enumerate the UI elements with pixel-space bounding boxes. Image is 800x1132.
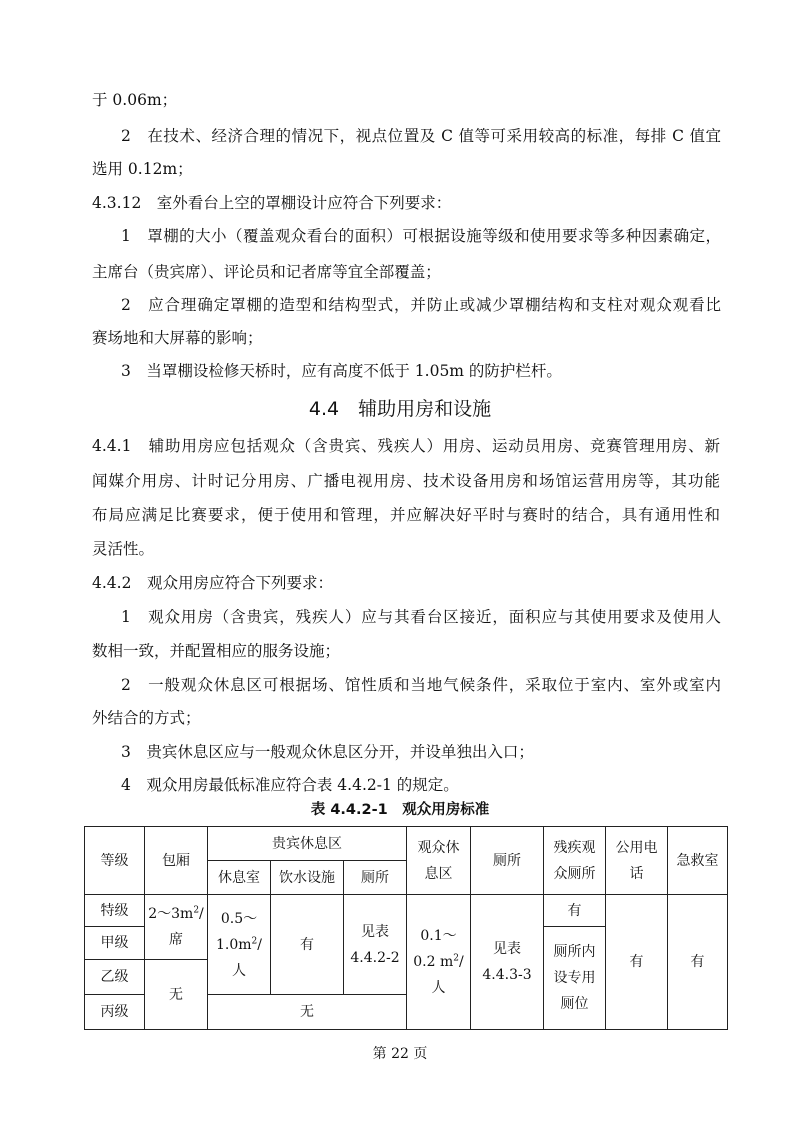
vip-water-cell: 有 xyxy=(271,895,344,995)
text-line: 1 罩棚的大小（覆盖观众看台的面积）可根据设施等级和使用要求等多种因素确定， xyxy=(121,227,721,245)
grade-cell: 丙级 xyxy=(85,995,145,1030)
clause-heading: 4.4.1 辅助用房应包括观众（含贵宾、残疾人）用房、运动员用房、竞赛管理用房、新 xyxy=(92,437,720,455)
audience-rest-cell: 0.1～ 0.2 $m^2/$ 人 xyxy=(407,895,471,1030)
grade-cell: 特级 xyxy=(85,895,145,927)
header-first-aid: 急救室 xyxy=(668,827,728,895)
audience-rooms-table xyxy=(84,826,728,1030)
text-line: 于 0.06m； xyxy=(92,91,178,109)
section-title: 4.4 辅助用房和设施 xyxy=(308,398,492,420)
clause-heading: 4.4.2 观众用房应符合下列要求： xyxy=(92,574,333,592)
header-audience-rest: 观众休 息区 xyxy=(407,827,471,895)
vip-lounge-cell: 0.5～ $1.0m^2/$ 人 xyxy=(208,895,271,995)
text-line: 2 应合理确定罩棚的造型和结构型式，并防止或减少罩棚结构和支柱对观众观看比 xyxy=(121,296,721,314)
text-line: 数相一致，并配置相应的服务设施； xyxy=(92,642,341,660)
header-toilet: 厕所 xyxy=(471,827,544,895)
first-aid-cell: 有 xyxy=(668,895,728,1030)
header-vip-water: 饮水设施 xyxy=(271,861,344,895)
text-line: 3 当罩棚设检修天桥时，应有高度不低于 1.05m 的防护栏杆。 xyxy=(121,362,562,380)
text-line: 2 在技术、经济合理的情况下，视点位置及 C 值等可采用较高的标准，每排 C 值宜 xyxy=(121,127,721,145)
text-line: 4 观众用房最低标准应符合表 4.4.2-1 的规定。 xyxy=(121,776,459,794)
vip-toilet-cell: 见表 4.4.2-2 xyxy=(344,895,407,995)
grade-cell: 乙级 xyxy=(85,960,145,995)
text-line: 闻媒介用房、计时记分用房、广播电视用房、技术设备用房和场馆运营用房等，其功能 xyxy=(92,472,720,490)
text-line: 布局应满足比赛要求，便于使用和管理，并应解决好平时与赛时的结合，具有通用性和 xyxy=(92,506,720,524)
table-caption: 表 4.4.2-1 观众用房标准 xyxy=(310,802,490,818)
public-phone-cell: 有 xyxy=(606,895,668,1030)
text-line: 2 一般观众休息区可根据场、馆性质和当地气候条件，采取位于室内、室外或室内 xyxy=(121,676,721,694)
header-disabled-toilet: 残疾观 众厕所 xyxy=(544,827,606,895)
text-line: 主席台（贵宾席）、评论员和记者席等宜全部覆盖； xyxy=(92,263,441,281)
text-line: 1 观众用房（含贵宾，残疾人）应与其看台区接近，面积应与其使用要求及使用人 xyxy=(121,608,721,626)
text-line: 选用 0.12m； xyxy=(92,160,193,178)
text-line: 灵活性。 xyxy=(92,540,155,558)
header-grade: 等级 xyxy=(85,827,145,895)
box-cell: 无 xyxy=(145,960,208,1030)
header-box: 包厢 xyxy=(145,827,208,895)
text-line: 3 贵宾休息区应与一般观众休息区分开，并设单独出入口； xyxy=(121,743,534,761)
header-vip-lounge: 休息室 xyxy=(208,861,271,895)
page-number: 第 22 页 xyxy=(372,1046,428,1062)
box-cell: $2\sim 3m^2/$ 席 xyxy=(145,895,208,960)
header-public-phone: 公用电 话 xyxy=(606,827,668,895)
text-line: 外结合的方式； xyxy=(92,709,201,727)
grade-cell: 甲级 xyxy=(85,927,145,960)
header-vip-area: 贵宾休息区 xyxy=(208,827,407,861)
vip-area-cell: 无 xyxy=(208,995,407,1030)
disabled-toilet-cell: 厕所内 设专用 厕位 xyxy=(544,927,606,1030)
text-line: 赛场地和大屏幕的影响； xyxy=(92,329,263,347)
clause-heading: 4.3.12 室外看台上空的罩棚设计应符合下列要求： xyxy=(92,194,452,212)
toilet-cell: 见表 4.4.3-3 xyxy=(471,895,544,1030)
disabled-toilet-cell: 有 xyxy=(544,895,606,927)
header-vip-toilet: 厕所 xyxy=(344,861,407,895)
